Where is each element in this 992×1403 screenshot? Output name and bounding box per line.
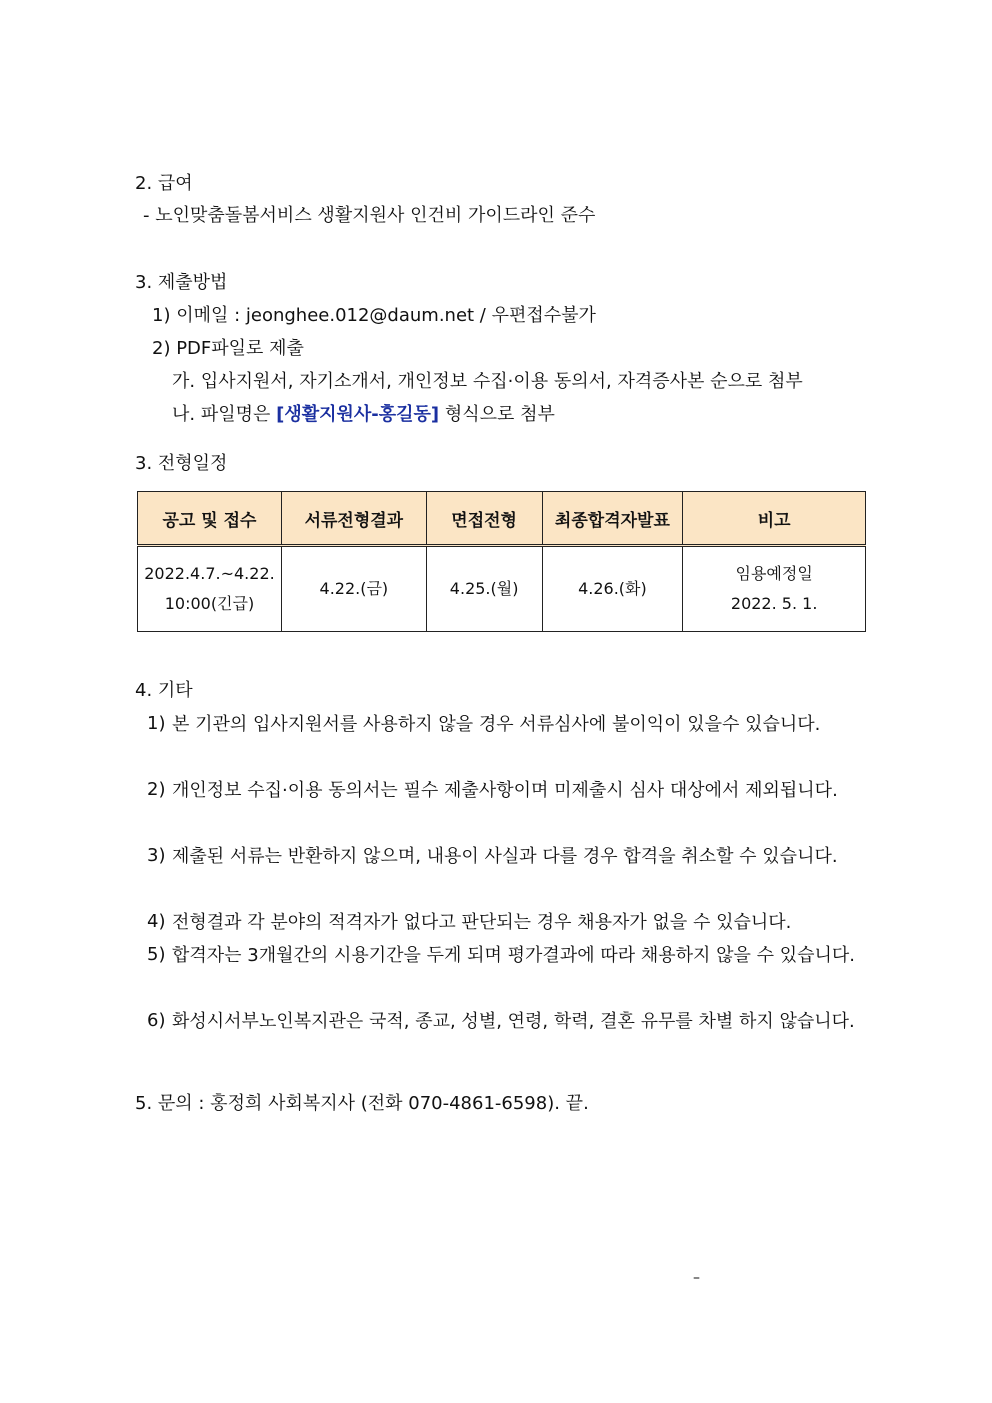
etc-item-2-num: 2) bbox=[147, 779, 166, 800]
cell-remarks-label: 임용예정일 bbox=[735, 564, 813, 583]
submit-sub-order: 가. 입사지원서, 자기소개서, 개인정보 수집·이용 동의서, 자격증사본 순으로 첨부 bbox=[172, 371, 803, 392]
cell-interview: 4.25.(월) bbox=[426, 546, 542, 632]
etc-item-3-text: 제출된 서류는 반환하지 않으며, 내용이 사실과 다를 경우 합격을 취소할 수 있습니다. bbox=[172, 846, 838, 867]
etc-item-6-num: 6) bbox=[147, 1010, 166, 1031]
salary-heading: 2. 급여 bbox=[135, 173, 193, 194]
filename-example: [생활지원사-홍길동] bbox=[276, 404, 440, 425]
cell-announcement bbox=[138, 546, 282, 632]
cell-remarks bbox=[683, 546, 866, 632]
etc-heading: 4. 기타 bbox=[135, 680, 193, 701]
schedule-table bbox=[137, 491, 866, 632]
filename-suffix: 형식으로 첨부 bbox=[439, 404, 555, 425]
cell-announcement-period: 2022.4.7.~4.22. bbox=[144, 564, 275, 583]
header-announcement: 공고 및 접수 bbox=[138, 492, 282, 546]
submit-sub-filename bbox=[172, 403, 555, 427]
cell-remarks-date: 2022. 5. 1. bbox=[730, 594, 818, 613]
etc-item-5-text: 합격자는 3개월간의 시용기간을 두게 되며 평가결과에 따라 채용하지 않을 수 있습니다. bbox=[172, 945, 855, 966]
submit-item-pdf: 2) PDF파일로 제출 bbox=[152, 338, 304, 359]
footer-mark: – bbox=[693, 1270, 700, 1286]
salary-text: - 노인맞춤돌봄서비스 생활지원사 인건비 가이드라인 준수 bbox=[143, 205, 596, 226]
etc-item-1-num: 1) bbox=[147, 713, 166, 734]
etc-item-5-num: 5) bbox=[147, 944, 166, 965]
header-remarks: 비고 bbox=[683, 492, 866, 546]
etc-item-4-text: 전형결과 각 분야의 적격자가 없다고 판단되는 경우 채용자가 없을 수 있습니다. bbox=[172, 912, 792, 933]
contact-line: 5. 문의 : 홍정희 사회복지사 (전화 070-4861-6598). 끝. bbox=[135, 1093, 589, 1114]
etc-item-1-text: 본 기관의 입사지원서를 사용하지 않을 경우 서류심사에 불이익이 있을수 있습니다. bbox=[172, 714, 821, 735]
header-final-announcement: 최종합격자발표 bbox=[542, 492, 683, 546]
schedule-heading: 3. 전형일정 bbox=[135, 453, 228, 474]
etc-item-3-num: 3) bbox=[147, 845, 166, 866]
schedule-data-row bbox=[138, 546, 866, 632]
etc-item-6-text: 화성시서부노인복지관은 국적, 종교, 성별, 연령, 학력, 결혼 유무를 차별 하지 않습니다. bbox=[172, 1011, 855, 1032]
header-interview: 면접전형 bbox=[426, 492, 542, 546]
filename-prefix: 나. 파일명은 bbox=[172, 404, 277, 425]
cell-announcement-deadline: 10:00(긴급) bbox=[164, 594, 255, 613]
etc-item-4-num: 4) bbox=[147, 911, 166, 932]
cell-final-announcement: 4.26.(화) bbox=[542, 546, 683, 632]
schedule-header-row bbox=[138, 492, 866, 546]
etc-item-2-text: 개인정보 수집·이용 동의서는 필수 제출사항이며 미제출시 심사 대상에서 제외됩니다. bbox=[172, 780, 838, 801]
submit-item-email: 1) 이메일 : jeonghee.012@daum.net / 우편접수불가 bbox=[152, 305, 596, 326]
header-document-result: 서류전형결과 bbox=[281, 492, 426, 546]
cell-document-result: 4.22.(금) bbox=[281, 546, 426, 632]
submit-heading: 3. 제출방법 bbox=[135, 272, 228, 293]
